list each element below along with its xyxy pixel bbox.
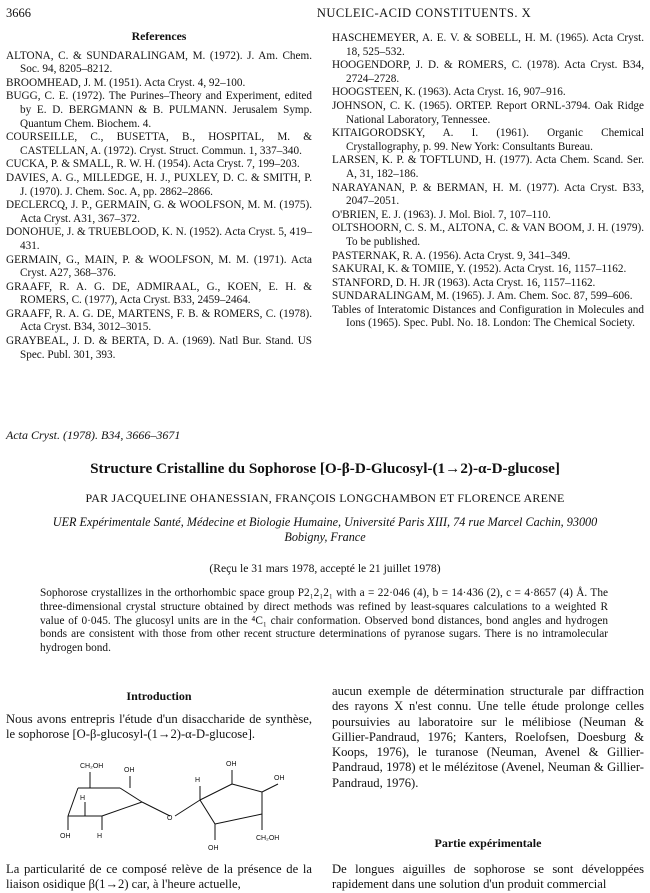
reference-entry: NARAYANAN, P. & BERMAN, H. M. (1977). Acta Cryst. B33, 2047–2051. [332, 181, 644, 208]
reference-entry: GRAYBEAL, J. D. & BERTA, D. A. (1969). Natl Bur. Stand. US Spec. Publ. 301, 393. [6, 335, 312, 361]
reference-entry: Tables of Interatomic Distances and Configuration in Molecules and Ions (1965). Spec. Publ. No. 18. London: The Chemical Society. [332, 303, 644, 330]
abstract: Sophorose crystallizes in the orthorhombic space group P2₁2₁2₁ with a = 22·046 (4), b = 14·436 (2), c = 4·8657 (4) Å. The three-dimensional crystal structure obtained by direct methods was refined by least-squares calculations to a weighted R value of 0·045. The glucosyl units are in the ⁴C₁ chair conformation. Observed bond distances, bond angles and hydrogen bonds are consistent with those from other recent structure determinations of pyranose sugars. There is no intramolecular hydrogen bond. [40, 587, 608, 655]
intro-paragraph-2 [6, 862, 312, 893]
oh-label-2: OH [60, 833, 71, 840]
received-dates: (Reçu le 31 mars 1978, accepté le 21 juillet 1978) [209, 562, 441, 575]
page-number: 3666 [6, 6, 31, 20]
article-citation: Acta Cryst. (1978). B34, 3666–3671 [6, 428, 181, 442]
reference-entry: HOOGENDORP, J. D. & ROMERS, C. (1978). Acta Cryst. B34, 2724–2728. [332, 59, 644, 85]
reference-entry: SUNDARALINGAM, M. (1965). J. Am. Chem. Soc. 87, 599–606. [332, 290, 633, 303]
oh-label-1: OH [124, 767, 135, 774]
h-label-2: H [80, 795, 86, 802]
oh-label-3: OH [226, 761, 237, 768]
intro-paragraph-1 [6, 712, 312, 743]
reference-entry: OLTSHOORN, C. S. M., ALTONA, C. & VAN BOOM, J. H. (1979). To be published. [332, 222, 644, 248]
reference-entry: DONOHUE, J. & TRUEBLOOD, K. N. (1952). Acta Cryst. 5, 419–431. [6, 226, 312, 252]
reference-entry: DECLERCQ, J. P., GERMAIN, G. & WOOLFSON, M. M. (1975). Acta Cryst. A31, 367–372. [6, 199, 312, 225]
o-bridge-label: O [167, 815, 173, 822]
ch2oh-top-label: CH₂OH [80, 763, 104, 770]
reference-entry: BROOMHEAD, J. M. (1951). Acta Cryst. 4, 92–100. [6, 76, 246, 89]
h-label-3: H [195, 777, 201, 784]
reference-entry: HASCHEMEYER, A. E. V. & SOBELL, H. M. (1965). Acta Cryst. 18, 525–532. [332, 32, 644, 58]
reference-entry: JOHNSON, C. K. (1965). ORTEP. Report ORNL-3794. Oak Ridge National Laboratory, Tennessee. [332, 99, 644, 126]
reference-entry: CUCKA, P. & SMALL, R. W. H. (1954). Acta Cryst. 7, 199–203. [6, 158, 300, 171]
h-label-1: H [97, 833, 103, 840]
article-title: Structure Cristalline du Sophorose [O-β-D-Glucosyl-(1→2)-α-D-glucose] [90, 460, 560, 477]
experimental-heading: Partie expérimentale [434, 836, 542, 850]
reference-entry: PASTERNAK, R. A. (1956). Acta Cryst. 9, 341–349. [332, 249, 571, 262]
intro-p2-text: La particularité de ce composé relève de la présence de la liaison osidique β(1→2) car, à l'heure actuelle, [6, 862, 312, 892]
experimental-text: De longues aiguilles de sophorose se sont développées rapidement dans une solution d'un produit commercial [332, 862, 644, 892]
intro-heading: Introduction [126, 689, 192, 703]
experimental-paragraph [332, 862, 644, 893]
reference-entry: HOOGSTEEN, K. (1963). Acta Cryst. 16, 907–916. [332, 86, 566, 99]
oh-label-5: OH [208, 845, 219, 852]
reference-entry: ALTONA, C. & SUNDARALINGAM, M. (1972). J. Am. Chem. Soc. 94, 8205–8212. [6, 49, 312, 76]
references-left-column [6, 26, 312, 362]
reference-entry: DAVIES, A. G., MILLEDGE, H. J., PUXLEY, D. C. & SMITH, P. J. (1970). J. Chem. Soc. A, pp. 2862–2866. [6, 171, 312, 198]
reference-entry: GERMAIN, G., MAIN, P. & WOOLFSON, M. M. (1971). Acta Cryst. A27, 368–376. [6, 253, 312, 280]
reference-entry: KITAIGORODSKY, A. I. (1961). Organic Chemical Crystallography, p. 99. New York: Consultants Bureau. [332, 127, 644, 153]
reference-entry: COURSEILLE, C., BUSETTA, B., HOSPITAL, M. & CASTELLAN, A. (1972). Cryst. Struct. Commun. 1, 337–340. [6, 131, 312, 157]
reference-entry: O'BRIEN, E. J. (1963). J. Mol. Biol. 7, 107–110. [332, 208, 551, 221]
references-heading: References [131, 29, 187, 43]
reference-entry: GRAAFF, R. A. G. DE, MARTENS, F. B. & ROMERS, C. (1978). Acta Cryst. B34, 3012–3015. [6, 307, 312, 334]
oh-label-4: OH [274, 775, 285, 782]
intro-right-text: aucun exemple de détermination structurale par diffraction des rayons X n'est connu. Une telle étude prolonge celles poursuivies au laboratoire sur le mélibiose (Neuman & Gillier-Pandraud, 1976; Kanters, Roelofsen, Doesburg & Koops, 1976), le turanose (Neuman, Avenel & Gillier-Pandraud, 1978) et le mélézitose (Avenel, Neuman & Gillier-Pandraud, 1976). [332, 684, 644, 790]
reference-entry: STANFORD, D. H. JR (1963). Acta Cryst. 16, 1157–1162. [332, 276, 596, 289]
reference-entry: BUGG, C. E. (1972). The Purines–Theory and Experiment, edited by E. D. BERGMANN & B. PULMANN. Jerusalem Symp. Quantum Chem. Biochem. 4. [6, 90, 312, 130]
reference-entry: GRAAFF, R. A. G. DE, ADMIRAAL, G., KOEN, E. H. & ROMERS, C. (1977), Acta Cryst. B33, 2459–2464. [6, 280, 312, 307]
running-title: NUCLEIC-ACID CONSTITUENTS. X [316, 6, 532, 20]
article-affiliation: UER Expérimentale Santé, Médecine et Biologie Humaine, Université Paris XIII, 74 rue Marcel Cachin, 93000 Bobigny, France [52, 515, 598, 544]
reference-entry: LARSEN, K. P. & TOFTLUND, H. (1977). Acta Chem. Scand. Ser. A, 31, 182–186. [332, 154, 644, 180]
reference-entry: SAKURAI, K. & TOMIIE, Y. (1952). Acta Cryst. 16, 1157–1162. [332, 263, 627, 276]
intro-right-paragraph [332, 684, 644, 791]
page-header [6, 6, 642, 22]
references-right-column [332, 32, 644, 331]
article-authors: PAR JACQUELINE OHANESSIAN, FRANÇOIS LONGCHAMBON ET FLORENCE ARENE [85, 491, 565, 505]
ch2oh-bottom-label: CH₂OH [256, 835, 280, 842]
intro-p1-text: Nous avons entrepris l'étude d'un disaccharide de synthèse, le sophorose [O-β-glucosyl-(1→2)-α-D-glucose]. [6, 712, 312, 742]
sophorose-structure-diagram [50, 744, 300, 862]
